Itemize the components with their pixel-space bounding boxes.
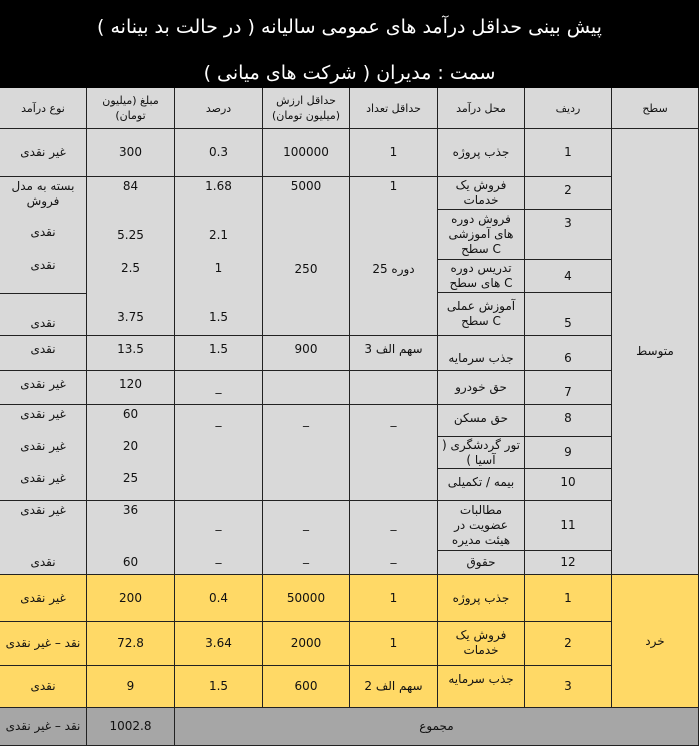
table-cell: _ [175, 405, 263, 501]
table-cell: 1 [525, 575, 612, 622]
table-cell: _ [390, 550, 397, 564]
table-cell: 2.1 [208, 228, 229, 242]
table-cell: فروش یک خدمات [438, 177, 525, 210]
table-cell: 1 [525, 129, 612, 177]
table-cell: نقدی [30, 258, 56, 272]
type-merged-cell [0, 405, 87, 501]
table-cell: حقوق [438, 551, 525, 575]
total-type: نقد – غیر نقدی [0, 708, 87, 746]
table-cell [350, 371, 438, 405]
amount-merged-cell [87, 501, 175, 575]
value-merged-cell [263, 177, 350, 336]
header-level: سطح [612, 88, 699, 129]
table-cell: _ [263, 405, 350, 501]
table-cell [263, 371, 350, 405]
table-cell: غیر نقدی [0, 575, 87, 622]
table-cell: 20 [122, 439, 139, 453]
table-cell: 1 [350, 575, 438, 622]
table-cell: نقدی [0, 666, 87, 708]
total-amount: 1002.8 [87, 708, 175, 746]
table-cell: 1 [350, 129, 438, 177]
table-cell: 60 [122, 407, 139, 421]
table-cell: 0.4 [175, 575, 263, 622]
table-cell: فروش یک خدمات [438, 622, 525, 666]
table-cell: جذب پروژه [438, 129, 525, 177]
table-cell: جذب سرمایه [438, 336, 525, 371]
table-cell: غیر نقدی [0, 129, 87, 177]
table-cell: 1.5 [175, 336, 263, 371]
table-cell: 1.5 [208, 310, 229, 324]
table-cell: 3.64 [175, 622, 263, 666]
table-cell: بیمه / تکمیلی [438, 469, 525, 501]
table-cell: 300 [87, 129, 175, 177]
table-cell: _ [350, 405, 438, 501]
table-cell: تدریس دوره های سطح C [438, 260, 525, 293]
table-cell: 5.25 [117, 228, 144, 242]
table-cell: 1 [214, 261, 223, 275]
table-cell: نقدی [30, 225, 56, 239]
table-cell: 3 [525, 210, 612, 260]
page-title: پیش بینی حداقل درآمد های عمومی سالیانه ( در حالت بد بینانه ) [97, 16, 602, 38]
table-cell: 6 [525, 336, 612, 371]
group-medium: متوسط [612, 129, 699, 575]
table-cell: نقدی [0, 336, 87, 371]
table-cell: 1.68 [205, 179, 232, 193]
table-cell: بسته به مدل فروش [11, 179, 75, 208]
table-cell: فروش دوره های آموزشی سطح C [438, 210, 525, 260]
table-cell: نقدی [0, 294, 87, 336]
count-merged-cell [350, 177, 438, 336]
table-cell: 9 [525, 437, 612, 469]
table-cell: _ [303, 550, 309, 564]
table-cell: 84 [122, 179, 139, 193]
table-cell: 8 [525, 405, 612, 437]
percent-merged-cell [175, 177, 263, 336]
table-cell: 5 [525, 293, 612, 336]
table-cell: 25 دوره [372, 262, 415, 276]
table-cell: 0.3 [175, 129, 263, 177]
table-cell: 50000 [263, 575, 350, 622]
table-cell: 10 [525, 469, 612, 501]
table-cell: 120 [87, 371, 175, 405]
header-min-value: حداقل ارزش (میلیون تومان) [263, 88, 350, 129]
header-percent: درصد [175, 88, 263, 129]
table-cell: 3 سهم الف [350, 336, 438, 371]
table-cell: تور گردشگری ( آسیا ) [438, 437, 525, 469]
group-small: خرد [612, 575, 699, 708]
table-cell: 36 [122, 503, 139, 517]
table-cell: غیر نقدی [20, 407, 66, 421]
table-cell: حق خودرو [438, 371, 525, 405]
table-cell: 5000 [290, 179, 322, 193]
table-cell: 2.5 [120, 261, 141, 275]
table-cell: 250 [294, 262, 318, 276]
table-cell: مطالبات عضویت در هیئت مدیره [438, 501, 525, 551]
table-cell: غیر نقدی [20, 503, 66, 517]
income-table [0, 88, 699, 746]
table-cell: _ [215, 517, 222, 531]
percent-merged-cell [175, 501, 263, 575]
table-cell: حق مسکن [438, 405, 525, 437]
table-cell: 200 [87, 575, 175, 622]
table-cell: آموزش عملی سطح C [438, 293, 525, 336]
table-cell: _ [215, 550, 222, 564]
table-cell: 7 [525, 371, 612, 405]
header-income-type: نوع درآمد [0, 88, 87, 129]
title-bar [0, 0, 699, 88]
table-cell: 2 [525, 177, 612, 210]
page-subtitle: سمت : مدیران ( شرکت های میانی ) [203, 62, 496, 84]
type-merged-cell [0, 501, 87, 575]
table-cell: 1 [389, 179, 398, 193]
table-cell: نقد – غیر نقدی [0, 622, 87, 666]
table-cell: 1.5 [175, 666, 263, 708]
table-cell: 2 [525, 622, 612, 666]
table-cell: 9 [87, 666, 175, 708]
header-min-count: حداقل تعداد [350, 88, 438, 129]
table-cell: 72.8 [87, 622, 175, 666]
table-cell: 12 [525, 551, 612, 575]
table-cell: 1 [350, 622, 438, 666]
value-merged-cell [263, 501, 350, 575]
table-cell: _ [303, 517, 309, 531]
table-cell: 60 [122, 555, 139, 569]
table-cell: 25 [122, 471, 139, 485]
header-row: ردیف [525, 88, 612, 129]
total-label: مجموع [175, 708, 699, 746]
table-cell: نقدی [30, 555, 56, 569]
amount-merged-cell [87, 177, 175, 336]
table-cell: غیر نقدی [20, 471, 66, 485]
header-amount: مبلغ (میلیون تومان) [87, 88, 175, 129]
table-cell: 4 [525, 260, 612, 293]
table-cell: _ [175, 371, 263, 405]
table-cell: 11 [525, 501, 612, 551]
table-cell: 13.5 [87, 336, 175, 371]
table-cell: _ [390, 517, 397, 531]
table-cell: غیر نقدی [0, 371, 87, 405]
table-cell: 100000 [263, 129, 350, 177]
table-cell: جذب سرمایه [438, 666, 525, 708]
type-merged-cell [0, 177, 87, 294]
table-cell: 900 [263, 336, 350, 371]
table-cell: جذب پروژه [438, 575, 525, 622]
table-cell: غیر نقدی [20, 439, 66, 453]
table-cell: 2 سهم الف [350, 666, 438, 708]
table-cell: 2000 [263, 622, 350, 666]
table-cell: 3.75 [117, 310, 144, 324]
amount-merged-cell [87, 405, 175, 501]
header-source: محل درآمد [438, 88, 525, 129]
table-cell: 600 [263, 666, 350, 708]
table-cell: 3 [525, 666, 612, 708]
count-merged-cell [350, 501, 438, 575]
